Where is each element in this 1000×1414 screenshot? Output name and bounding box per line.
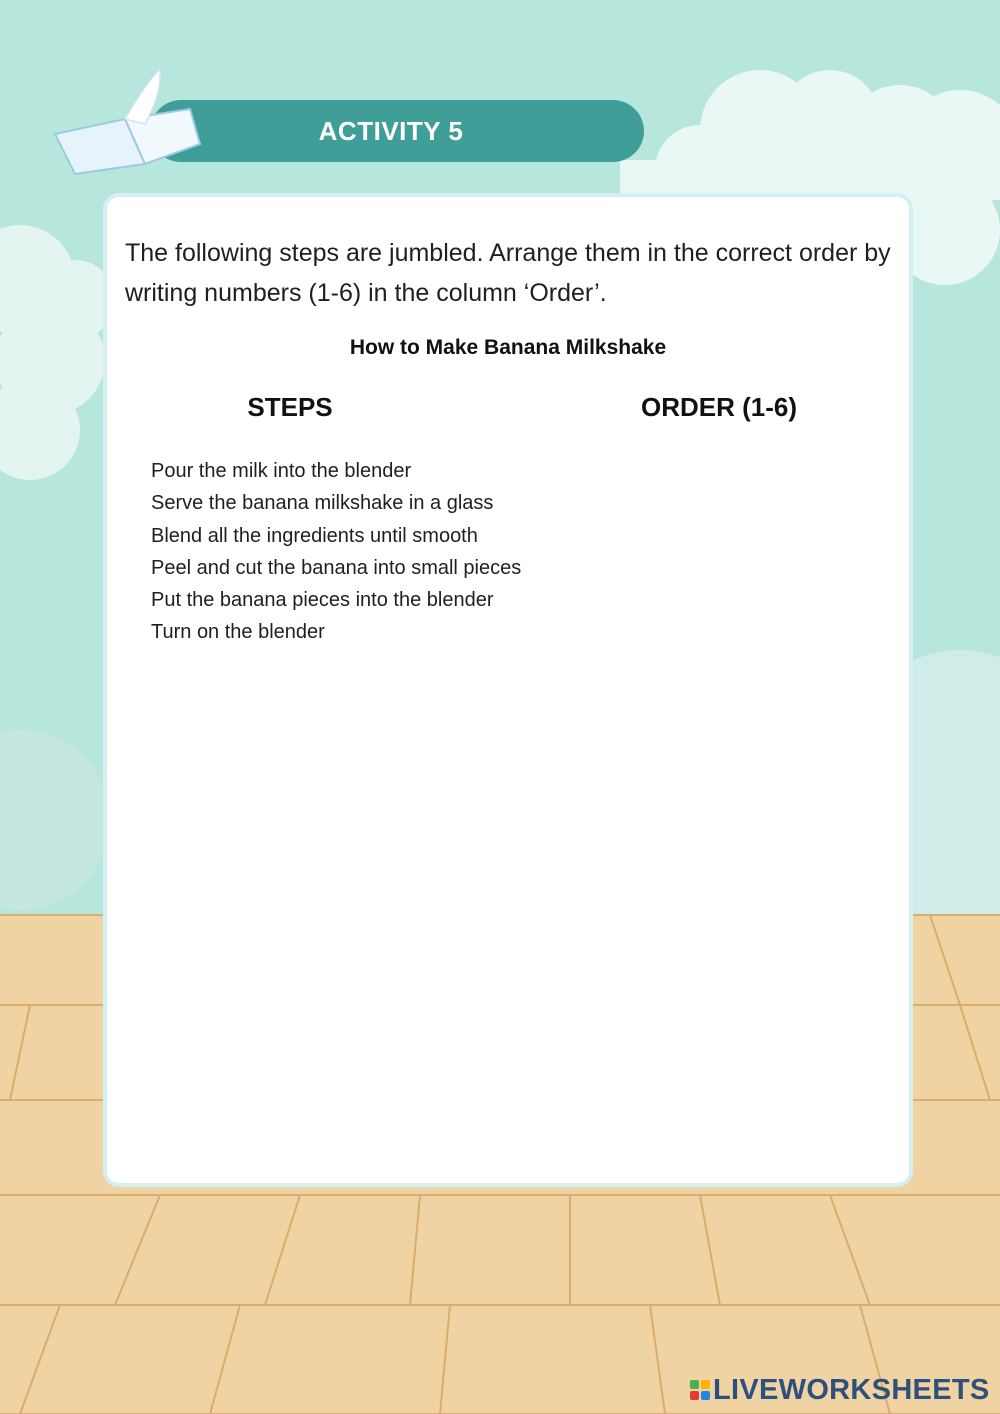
step-item: Peel and cut the banana into small pieces (151, 556, 522, 579)
instructions-text: The following steps are jumbled. Arrange them in the correct order by writing numbers (1-6) in the column ‘Order’. (125, 239, 891, 307)
step-item: Put the banana pieces into the blender (151, 589, 494, 612)
order-column-header: ORDER (1-6) (640, 392, 797, 422)
activity-title: ACTIVITY 5 (318, 116, 464, 146)
step-item: Serve the banana milkshake in a glass (151, 492, 494, 515)
steps-list (151, 455, 521, 649)
liveworksheets-logo-icon (690, 1380, 710, 1400)
worksheet-subtitle: How to Make Banana Milkshake (349, 336, 667, 359)
step-item: Pour the milk into the blender (151, 460, 412, 482)
steps-column-header: STEPS (247, 392, 333, 422)
brand-name: LIVEWORKSHEETS (713, 1373, 990, 1406)
step-item: Blend all the ingredients until smooth (151, 524, 478, 547)
step-item: Turn on the blender (151, 621, 325, 644)
liveworksheets-branding (690, 1372, 990, 1408)
